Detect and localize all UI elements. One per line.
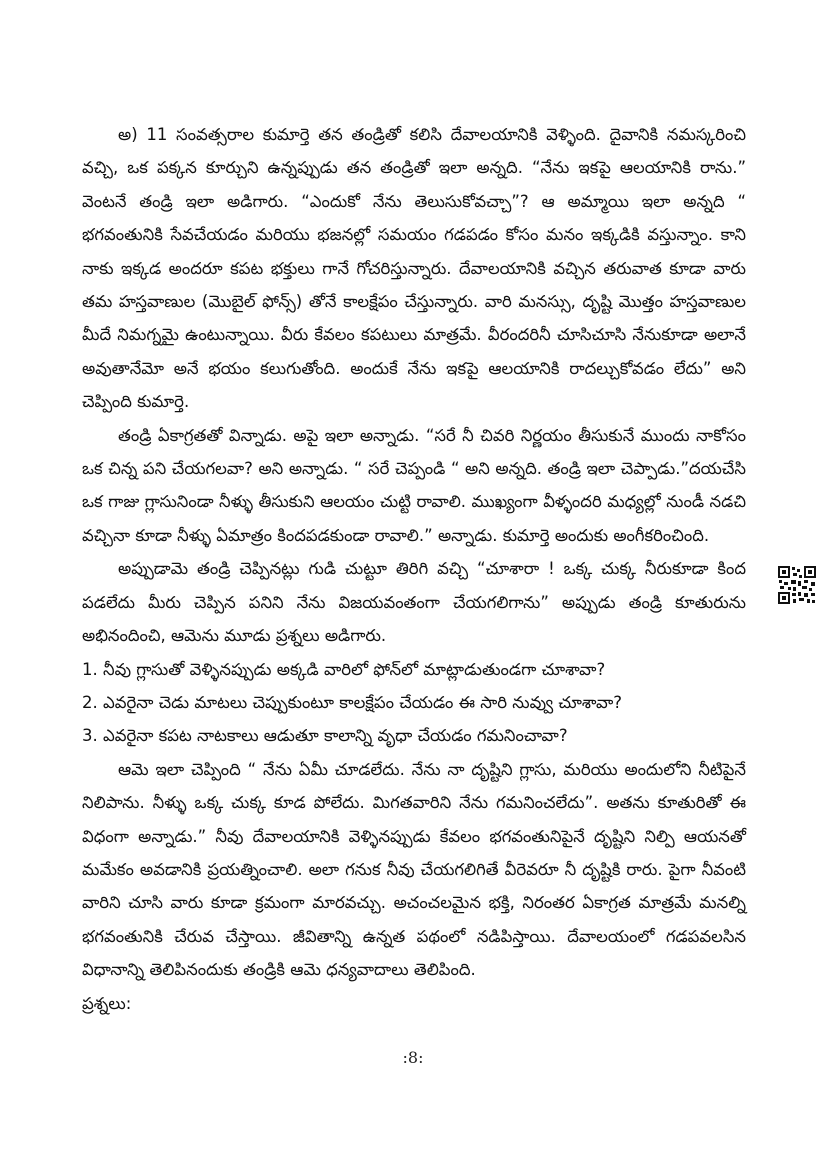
- questions-heading: ప్రశ్నలు:: [82, 993, 132, 1013]
- story-paragraph-1: అ) 11 సంవత్సరాల కుమార్తె తన తండ్రితో కలిసి దేవాలయానికి వెళ్ళింది. దైవానికి నమస్కరించి వచ్చి, ఒక పక్కన కూర్చుని ఉన్నప్పుడు తన తండ్రితో ఇలా అన్నది. “నేను ఇకపై ఆలయానికి రాను.” వెంటనే తండ్రి ఇలా అడిగారు. “ఎందుకో నేను తెలుసుకోవచ్చా”? ఆ అమ్మాయి ఇలా అన్నది “ భగవంతునికి సేవచేయడం మరియు భజనల్లో సమయం గడపడం కోసం మనం ఇక్కడికి వస్తున్నాం. కాని నాకు ఇక్కడ అందరూ కపట భక్తులు గానే గోచరిస్తున్నారు. దేవాలయానికి వచ్చిన తరువాత కూడా వారు తమ హస్తవాణుల (మొబైల్ ఫోన్స్) తోనే కాలక్షేపం చేస్తున్నారు. వారి మనస్సు, దృష్టి మొత్తం హస్తవాణుల మీదే నిమగ్నమై ఉంటున్నాయి. వీరు కేవలం కపటులు మాత్రమే. వీరందరినీ చూసిచూసి నేనుకూడా అలానే అవుతానేమో అనే భయం కలుగుతోంది. అందుకే నేను ఇకపై ఆలయానికి రాదల్చుకోవడం లేదు” అని చెప్పింది కుమార్తె.: [82, 125, 746, 412]
- page-body: [82, 118, 746, 1020]
- story-paragraph-3: అప్పుడామె తండ్రి చెప్పినట్లు గుడి చుట్టూ తిరిగి వచ్చి “చూశారా ! ఒక్క చుక్క నీరుకూడా కింద పడలేదు మీరు చెప్పిన పనిని నేను విజయవంతంగా చేయగలిగాను” అప్పుడు తండ్రి కూతురును అభినందించి, ఆమెను మూడు ప్రశ్నలు అడిగారు.: [82, 559, 746, 646]
- page-number: :8:: [402, 1048, 424, 1067]
- qr-code-icon[interactable]: [777, 565, 817, 605]
- closing-paragraph: ఆమె ఇలా చెప్పింది “ నేను ఏమీ చూడలేదు. నేను నా దృష్టిని గ్లాసు, మరియు అందులోని నీటిపైనే నిలిపాను. నీళ్ళు ఒక్క చుక్క కూడ పోలేదు. మిగతవారిని నేను గమనించలేదు”. అతను కూతురితో ఈ విధంగా అన్నాడు.” నీవు దేవాలయానికి వెళ్ళినప్పుడు కేవలం భగవంతునిపైనే దృష్టిని నిల్పి ఆయనతో మమేకం అవడానికి ప్రయత్నించాలి. అలా గనుక నీవు చేయగలిగితే వీరెవరూ నీ దృష్టికి రారు. పైగా నీవంటి వారిని చూసి వారు కూడా క్రమంగా మారవచ్చు. అచంచలమైన భక్తి, నిరంతర ఏకాగ్రత మాత్రమే మనల్ని భగవంతునికి చేరువ చేస్తాయి. జీవితాన్ని ఉన్నత పథంలో నడిపిస్తాయి. దేవాలయంలో గడపవలసిన విధానాన్ని తెలిపినందుకు తండ్రికి ఆమె ధన్యవాదాలు తెలిపింది.: [82, 759, 746, 980]
- question-list-item: 2. ఎవరైనా చెడు మాటలు చెప్పుకుంటూ కాలక్షేపం చేయడం ఈ సారి నువ్వు చూశావా?: [82, 692, 623, 712]
- story-paragraph-2: తండ్రి ఏకాగ్రతతో విన్నాడు. అపై ఇలా అన్నాడు. “సరే నీ చివరి నిర్ణయం తీసుకునే ముందు నాకోసం ఒక చిన్న పని చేయగలవా? అని అన్నాడు. “ సరే చెప్పండి “ అని అన్నది. తండ్రి ఇలా చెప్పాడు.”దయచేసి ఒక గాజు గ్లాసునిండా నీళ్ళు తీసుకుని ఆలయం చుట్టి రావాలి. ముఖ్యంగా వీళ్ళందరి మధ్యల్లో నుండీ నడచి వచ్చినా కూడా నీళ్ళు ఏమాత్రం కిందపడకుండా రావాలి.” అన్నాడు. కుమార్తె అందుకు అంగీకరించింది.: [82, 425, 746, 545]
- question-list-item: 1. నీవు గ్లాసుతో వెళ్ళినప్పుడు అక్కడి వారిలో ఫోన్‌లో మాట్లాడుతుండగా చూశావా?: [82, 659, 606, 679]
- question-list-item: 3. ఎవరైనా కపట నాటకాలు ఆడుతూ కాలాన్ని వృధా చేయడం గమనించావా?: [82, 726, 568, 746]
